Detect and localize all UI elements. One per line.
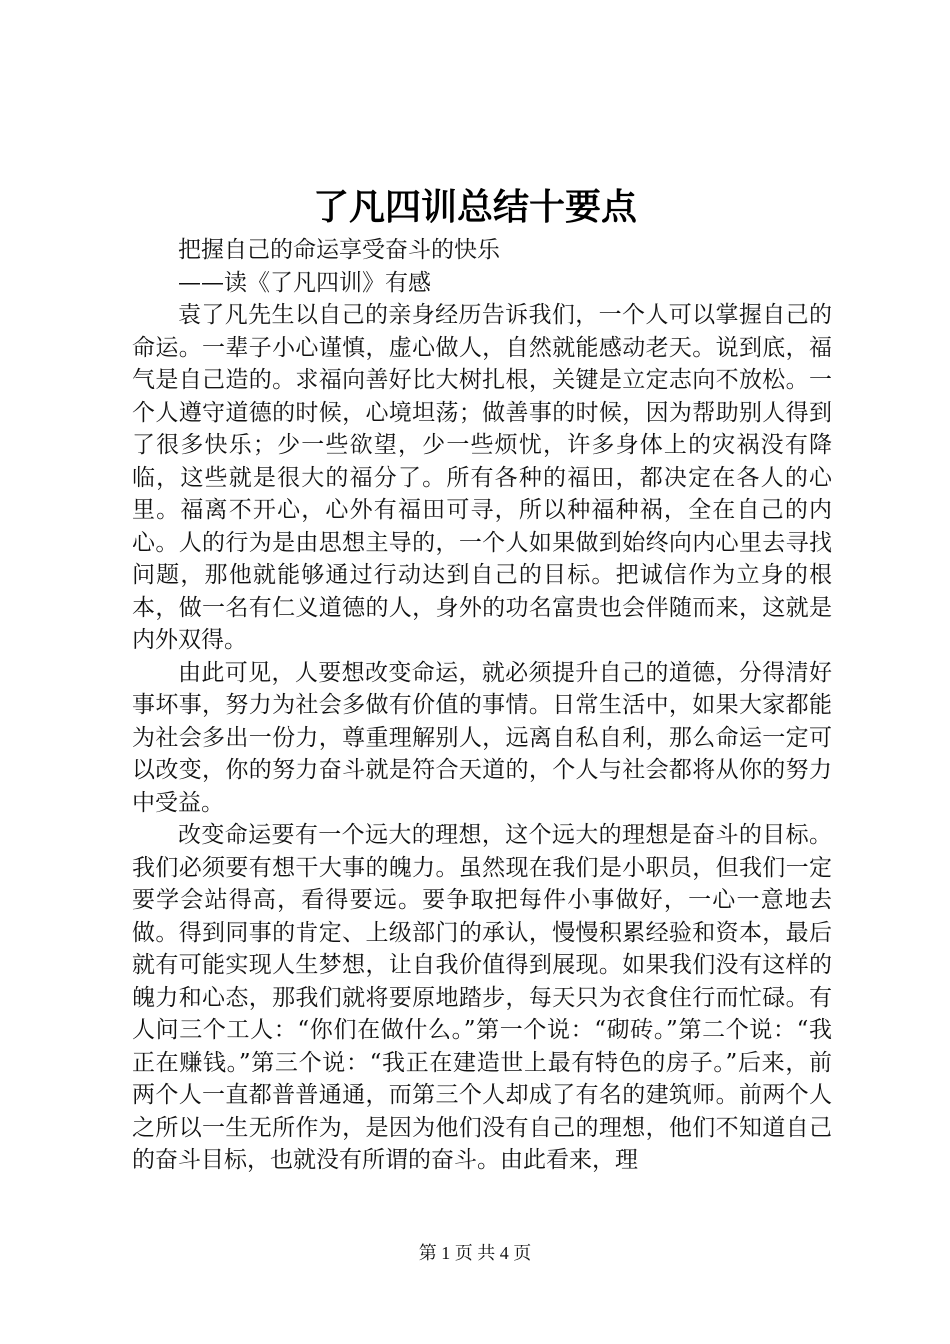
body-paragraph-1: 袁了凡先生以自己的亲身经历告诉我们，一个人可以掌握自己的命运。一辈子小心谨慎，虚心做人，自然就能感动老天。说到底，福气是自己造的。求福向善好比大树扎根，关键是立定志向不放松。一个人遵守道德的时候，心境坦荡；做善事的时候，因为帮助别人得到了很多快乐；少一些欲望，少一些烦忧，许多身体上的灾祸没有降临，这些就是很大的福分了。所有各种的福田，都决定在各人的心里。福离不开心，心外有福田可寻，所以种福种祸，全在自己的内心。人的行为是由思想主导的，一个人如果做到始终向内心里去寻找问题，那他就能够通过行动达到自己的目标。把诚信作为立身的根本，做一名有仁义道德的人，身外的功名富贵也会伴随而来，这就是内外双得。 bbox=[132, 302, 832, 653]
document-subtitle: 把握自己的命运享受奋斗的快乐 bbox=[178, 237, 500, 263]
document-body bbox=[132, 234, 832, 1177]
document-source-line: ——读《了凡四训》有感 bbox=[178, 269, 431, 296]
page-number-footer: 第 1 页 共 4 页 bbox=[418, 1243, 532, 1263]
body-paragraph-3: 改变命运要有一个远大的理想，这个远大的理想是奋斗的目标。我们必须要有想干大事的魄力。虽然现在我们是小职员，但我们一定要学会站得高，看得要远。要争取把每件小事做好，一心一意地去做。得到同事的肯定、上级部门的承认，慢慢积累经验和资本，最后就有可能实现人生梦想，让自我价值得到展现。如果我们没有这样的魄力和心态，那我们就将要原地踏步，每天只为衣食住行而忙碌。有人问三个工人：“你们在做什么。”第一个说：“砌砖。”第二个说：“我正在赚钱。”第三个说：“我正在建造世上最有特色的房子。”后来，前两个人一直都普普通通，而第三个人却成了有名的建筑师。前两个人之所以一生无所作为，是因为他们没有自己的理想，他们不知道自己的奋斗目标，也就没有所谓的奋斗。由此看来，理 bbox=[132, 822, 832, 1173]
document-title: 了凡四训总结十要点 bbox=[312, 186, 637, 228]
body-paragraph-2: 由此可见，人要想改变命运，就必须提升自己的道德，分得清好事坏事，努力为社会多做有价值的事情。日常生活中，如果大家都能为社会多出一份力，尊重理解别人，远离自私自利，那么命运一定可以改变，你的努力奋斗就是符合天道的，个人与社会都将从你的努力中受益。 bbox=[132, 659, 832, 816]
